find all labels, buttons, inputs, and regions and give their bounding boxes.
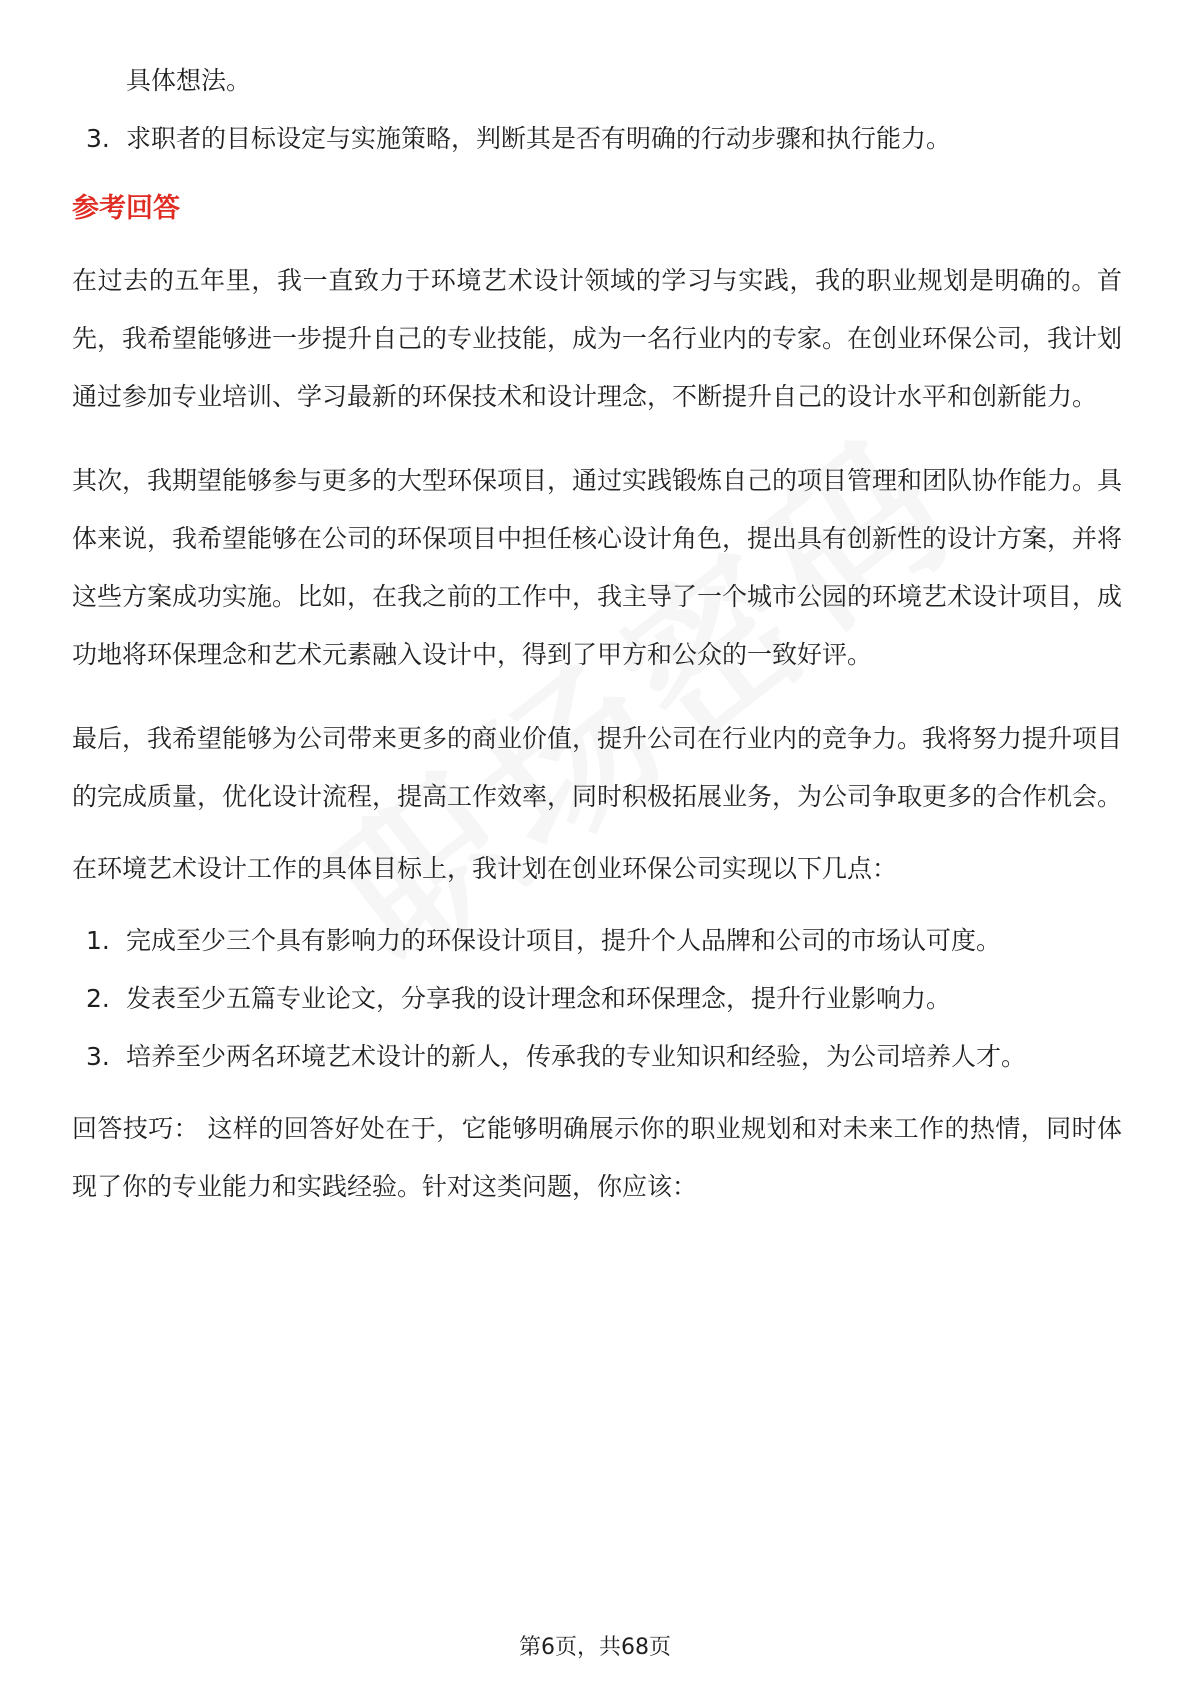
list-item [72, 970, 1122, 1028]
list-item [72, 1028, 1122, 1086]
list-item-text: 培养至少两名环境艺术设计的新人，传承我的专业知识和经验，为公司培养人才。 [126, 1042, 1027, 1071]
list-number: 3. [86, 1042, 110, 1071]
goals-list [72, 912, 1122, 1086]
list-item [72, 110, 1122, 168]
page-content [72, 52, 1122, 1216]
list-item-text: 发表至少五篇专业论文，分享我的设计理念和环保理念，提升行业影响力。 [126, 984, 952, 1013]
list-number: 3. [86, 124, 110, 153]
list-item-text: 完成至少三个具有影响力的环保设计项目，提升个人品牌和公司的市场认可度。 [126, 926, 1002, 955]
paragraph: 最后，我希望能够为公司带来更多的商业价值，提升公司在行业内的竞争力。我将努力提升项目的完成质量，优化设计流程，提高工作效率，同时积极拓展业务，为公司争取更多的合作机会。 [72, 724, 1123, 811]
list-number: 1. [86, 926, 110, 955]
paragraph: 在过去的五年里，我一直致力于环境艺术设计领域的学习与实践，我的职业规划是明确的。首先，我希望能够进一步提升自己的专业技能，成为一名行业内的专家。在创业环保公司，我计划通过参加专业培训、学习最新的环保技术和设计理念，不断提升自己的设计水平和创新能力。 [72, 266, 1123, 411]
list-continuation: 具体想法。 [126, 66, 252, 95]
list-item-text: 求职者的目标设定与实施策略，判断其是否有明确的行动步骤和执行能力。 [126, 124, 952, 153]
answer-tips: 回答技巧： 这样的回答好处在于，它能够明确展示你的职业规划和对未来工作的热情，同时体现了你的专业能力和实践经验。针对这类问题，你应该： [72, 1114, 1122, 1201]
paragraph: 其次，我期望能够参与更多的大型环保项目，通过实践锻炼自己的项目管理和团队协作能力。具体来说，我希望能够在公司的环保项目中担任核心设计角色，提出具有创新性的设计方案，并将这些方案成功实施。比如，在我之前的工作中，我主导了一个城市公园的环境艺术设计项目，成功地将环保理念和艺术元素融入设计中，得到了甲方和公众的一致好评。 [72, 466, 1123, 669]
page-number: 第6页，共68页 [519, 1635, 671, 1660]
paragraph: 在环境艺术设计工作的具体目标上，我计划在创业环保公司实现以下几点： [72, 854, 898, 883]
list-item [72, 912, 1122, 970]
section-heading: 参考回答 [72, 193, 180, 224]
list-number: 2. [86, 984, 110, 1013]
